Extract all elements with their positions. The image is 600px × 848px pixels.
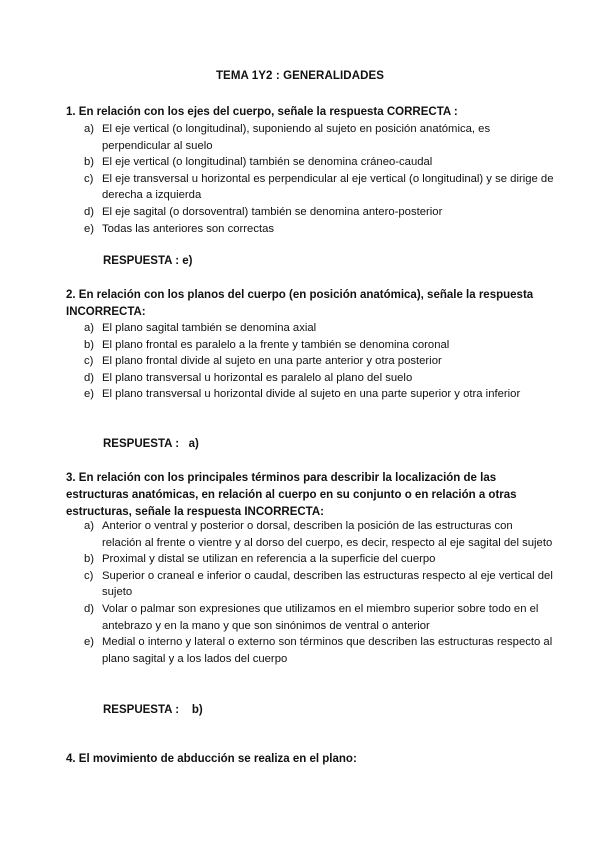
option-text: El plano sagital también se denomina axial (102, 322, 317, 334)
option-letter: e) (84, 388, 95, 401)
page-title: TEMA 1Y2 : GENERALIDADES (215, 70, 385, 82)
option-text: El eje vertical (o longitudinal), suponiendo al sujeto en posición anatómica, es perpendicular al suelo (102, 123, 491, 152)
option-1d (84, 204, 554, 221)
option-3c (84, 568, 554, 601)
option-letter: b) (84, 338, 95, 351)
answer-3: RESPUESTA : b) (103, 704, 203, 716)
option-letter: d) (84, 371, 95, 384)
question-2: 2. En relación con los planos del cuerpo (en posición anatómica), señale la respuesta INCORRECTA: (66, 289, 534, 318)
option-text: El eje sagital (o dorsoventral) también se denomina antero-posterior (102, 205, 443, 218)
option-letter: b) (84, 553, 95, 566)
option-letter: d) (84, 205, 95, 218)
option-2a (84, 320, 554, 337)
option-letter: e) (84, 222, 95, 235)
option-1b (84, 154, 554, 171)
option-text: Proximal y distal se utilizan en referencia a la superficie del cuerpo (102, 553, 436, 566)
option-letter: e) (84, 636, 95, 649)
question-4: 4. El movimiento de abducción se realiza en el plano: (66, 753, 357, 765)
option-letter: d) (84, 602, 95, 615)
question-3: 3. En relación con los principales términos para describir la localización de las estructuras anatómicas, en relación al cuerpo en su conjunto o en relación a otras estructuras, señale la respuesta INCORRECTA: (66, 472, 517, 518)
option-2c (84, 353, 554, 370)
option-3e (84, 634, 554, 667)
option-text: Todas las anteriores son correctas (102, 222, 275, 235)
option-3a (84, 518, 554, 551)
option-text: El plano frontal es paralelo a la frente y también se denomina coronal (102, 338, 450, 351)
option-1e (84, 221, 554, 238)
question-1: 1. En relación con los ejes del cuerpo, señale la respuesta CORRECTA : (66, 106, 458, 118)
option-text: El plano frontal divide al sujeto en una parte anterior y otra posterior (102, 355, 442, 368)
question-2-options (84, 320, 554, 403)
answer-1: RESPUESTA : e) (103, 255, 193, 267)
option-text: Volar o palmar son expresiones que utilizamos en el miembro superior sobre todo en el antebrazo y en la mano y que son sinónimos de ventral o anterior (102, 602, 539, 632)
option-letter: c) (84, 355, 94, 368)
answer-2: RESPUESTA : a) (103, 438, 199, 450)
option-letter: a) (84, 123, 95, 135)
option-3d (84, 601, 554, 634)
option-letter: a) (84, 520, 95, 532)
option-2b (84, 337, 554, 354)
option-letter: c) (84, 172, 94, 185)
option-text: El eje vertical (o longitudinal) también se denomina cráneo-caudal (102, 156, 433, 169)
option-2d (84, 370, 554, 387)
option-3b (84, 551, 554, 568)
option-text: El plano transversal u horizontal es paralelo al plano del suelo (102, 371, 413, 384)
option-text: El eje transversal u horizontal es perpendicular al eje vertical (o longitudinal) y se dirige de derecha a izquierda (102, 172, 554, 202)
option-2e (84, 386, 554, 403)
option-letter: b) (84, 156, 95, 169)
option-letter: c) (84, 569, 94, 582)
question-1-options (84, 121, 554, 237)
option-text: Anterior o ventral y posterior o dorsal, describen la posición de las estructuras con relación al frente o vientre y al dorso del cuerpo, es decir, respecto al eje sagital del sujeto (102, 520, 553, 549)
option-text: El plano transversal u horizontal divide al sujeto en una parte superior y otra inferior (102, 388, 521, 401)
option-text: Medial o interno y lateral o externo son términos que describen las estructuras respecto al plano sagital y a los lados del cuerpo (102, 636, 553, 665)
option-1c (84, 171, 554, 204)
option-1a (84, 121, 554, 154)
question-3-options (84, 518, 554, 667)
option-letter: a) (84, 322, 95, 334)
option-text: Superior o craneal e inferior o caudal, describen las estructuras respecto al eje vertical del sujeto (102, 569, 553, 599)
